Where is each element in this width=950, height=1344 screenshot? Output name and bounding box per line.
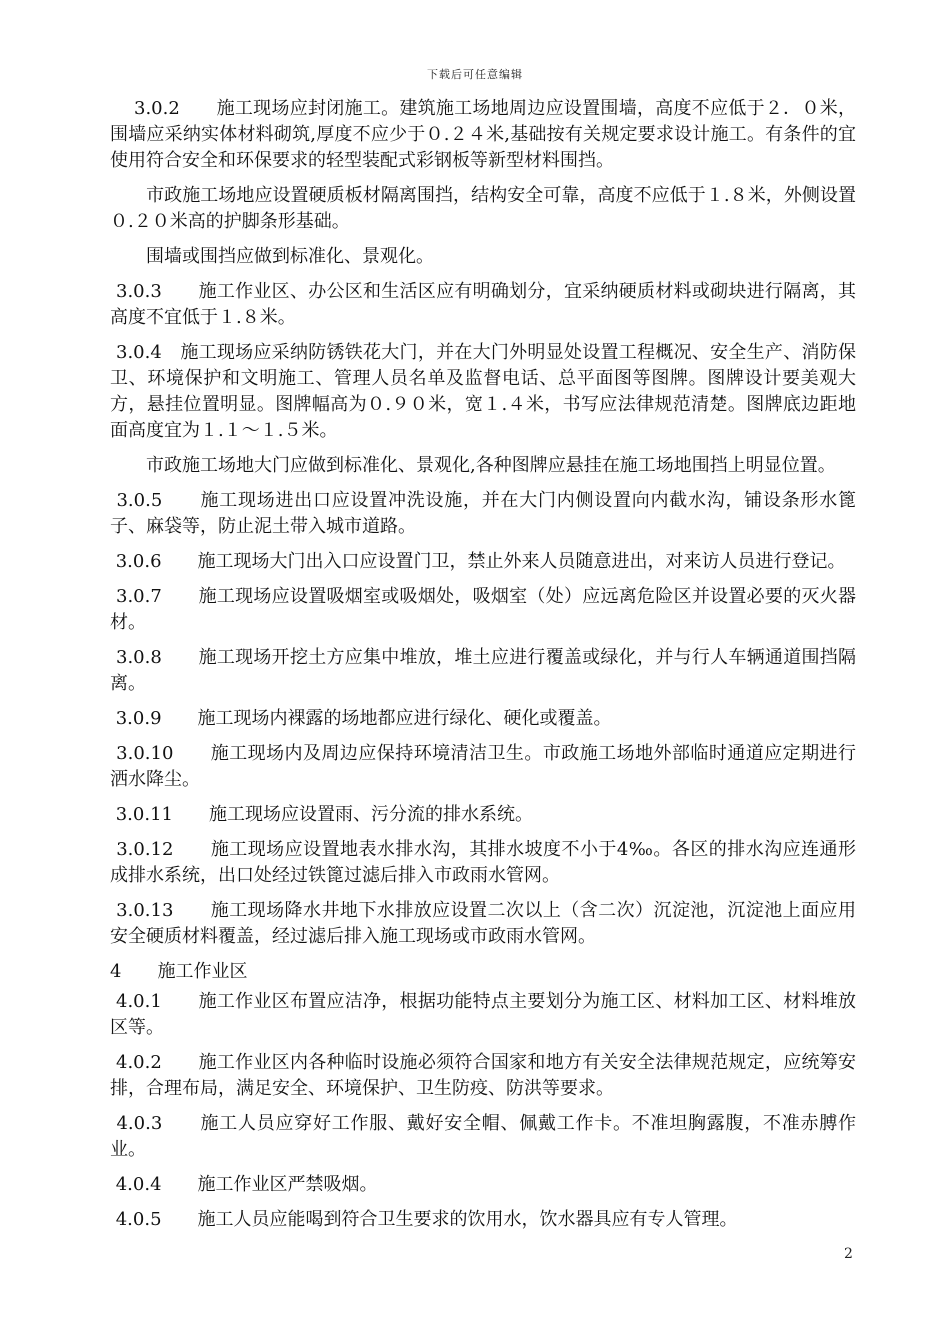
paragraph-4-0-3: 4.0.3 施工人员应穿好工作服、戴好安全帽、佩戴工作卡。不准坦胸露腹，不准赤膊作业。 bbox=[110, 1113, 856, 1160]
paragraph-4-0-2: 4.0.2 施工作业区内各种临时设施必须符合国家和地方有关安全法律规范规定，应统筹安排，合理布局，满足安全、环境保护、卫生防疫、防洪等要求。 bbox=[110, 1052, 856, 1099]
paragraph-3-0-11: 3.0.11 施工现场应设置雨、污分流的排水系统。 bbox=[110, 804, 533, 825]
paragraph-3-0-6: 3.0.6 施工现场大门出入口应设置门卫，禁止外来人员随意进出，对来访人员进行登记。 bbox=[110, 551, 846, 572]
paragraph-3-0-2: 3.0.2 施工现场应封闭施工。建筑施工场地周边应设置围墙，高度不应低于２．０米，围墙应采纳实体材料砌筑,厚度不应少于０.２４米,基础按有关规定要求设计施工。有条件的宜使用符合安全和环保要求的轻型装配式彩钢板等新型材料围挡。 bbox=[110, 98, 857, 171]
paragraph-3-0-13: 3.0.13 施工现场降水井地下水排放应设置二次以上（含二次）沉淀池，沉淀池上面应用安全硬质材料覆盖，经过滤后排入施工现场或市政雨水管网。 bbox=[110, 900, 856, 947]
paragraph-3-0-4: 3.0.4 施工现场应采纳防锈铁花大门，并在大门外明显处设置工程概况、安全生产、消防保卫、环境保护和文明施工、管理人员名单及监督电话、总平面图等图牌。图牌设计要美观大方，悬挂位置明显。图牌幅高为０.９０米，宽１.４米，书写应法律规范清楚。图牌底边距地面高度宜为１.１～１.５米。 bbox=[110, 342, 856, 441]
page-number: 2 bbox=[844, 1246, 853, 1262]
page-header: 下载后可任意编辑 bbox=[427, 68, 523, 81]
paragraph-3-0-3: 3.0.3 施工作业区、办公区和生活区应有明确划分，宜采纳硬质材料或砌块进行隔离，其高度不宜低于１.８米。 bbox=[110, 281, 856, 328]
paragraph-municipal-fence: 市政施工场地应设置硬质板材隔离围挡，结构安全可靠，高度不应低于１.８米，外侧设置０.２０米高的护脚条形基础。 bbox=[110, 185, 856, 232]
document-body bbox=[110, 96, 856, 1242]
paragraph-3-0-12: 3.0.12 施工现场应设置地表水排水沟，其排水坡度不小于4‰。各区的排水沟应连通形成排水系统，出口处经过铁篦过滤后排入市政雨水管网。 bbox=[110, 839, 856, 886]
section-heading-4: 4 施工作业区 bbox=[110, 961, 248, 982]
paragraph-3-0-7: 3.0.7 施工现场应设置吸烟室或吸烟处，吸烟室（处）应远离危险区并设置必要的灭火器材。 bbox=[110, 586, 856, 633]
paragraph-3-0-5: 3.0.5 施工现场进出口应设置冲洗设施，并在大门内侧设置向内截水沟，铺设条形水篦子、麻袋等，防止泥土带入城市道路。 bbox=[110, 490, 856, 537]
paragraph-4-0-1: 4.0.1 施工作业区布置应洁净，根据功能特点主要划分为施工区、材料加工区、材料堆放区等。 bbox=[110, 991, 856, 1038]
paragraph-4-0-5: 4.0.5 施工人员应能喝到符合卫生要求的饮用水，饮水器具应有专人管理。 bbox=[110, 1209, 738, 1230]
paragraph-3-0-8: 3.0.8 施工现场开挖土方应集中堆放，堆土应进行覆盖或绿化，并与行人车辆通道围挡隔离。 bbox=[110, 647, 856, 694]
paragraph-fence-standard: 围墙或围挡应做到标准化、景观化。 bbox=[110, 246, 434, 267]
paragraph-3-0-9: 3.0.9 施工现场内裸露的场地都应进行绿化、硬化或覆盖。 bbox=[110, 708, 612, 729]
paragraph-3-0-10: 3.0.10 施工现场内及周边应保持环境清洁卫生。市政施工场地外部临时通道应定期进行洒水降尘。 bbox=[110, 743, 856, 790]
paragraph-4-0-4: 4.0.4 施工作业区严禁吸烟。 bbox=[110, 1174, 378, 1195]
paragraph-municipal-gate: 市政施工场地大门应做到标准化、景观化,各种图牌应悬挂在施工场地围挡上明显位置。 bbox=[110, 455, 836, 476]
